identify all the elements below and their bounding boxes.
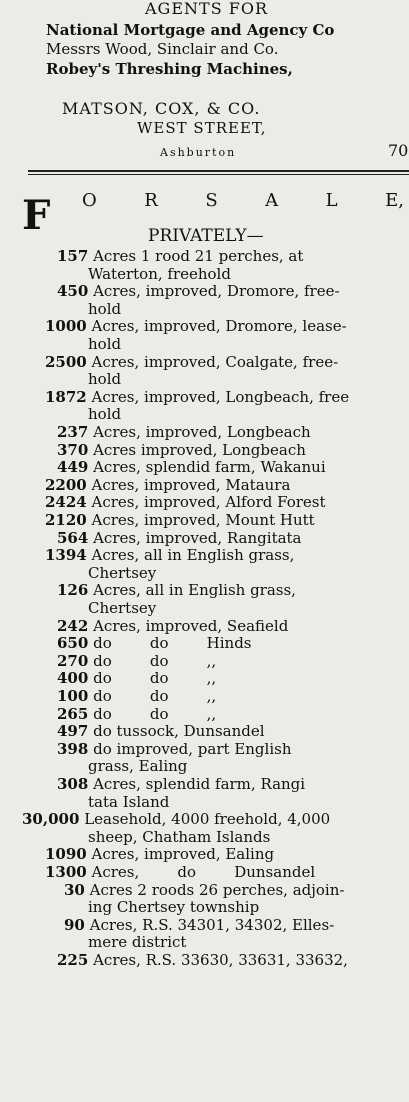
listing-description: do improved, part English bbox=[93, 739, 292, 758]
listing-description: Acres, all in English grass, bbox=[91, 546, 295, 565]
listing-acreage: 2200 bbox=[45, 475, 87, 494]
dropcap-letter: F bbox=[22, 192, 51, 239]
heading-letter: R bbox=[144, 190, 158, 211]
listing-acreage: 270 bbox=[57, 651, 89, 670]
listing-acreage: 1300 bbox=[45, 863, 87, 881]
listing-acreage: 308 bbox=[57, 775, 89, 793]
listing-acreage: 1394 bbox=[45, 546, 87, 565]
listing-description: Acres, improved, Ealing bbox=[91, 845, 275, 864]
privately-subheading: PRIVATELY— bbox=[148, 226, 264, 246]
listing-acreage: 2424 bbox=[45, 493, 87, 512]
listing-acreage: 1872 bbox=[45, 387, 87, 406]
listing-acreage: 225 bbox=[57, 951, 89, 969]
listing-row bbox=[57, 776, 305, 793]
agent-line-2: Messrs Wood, Sinclair and Co. bbox=[46, 40, 279, 58]
firm-town: Ashburton bbox=[160, 146, 237, 159]
listing-acreage: 370 bbox=[57, 440, 89, 459]
listing-description: Acres, improved, Alford Forest bbox=[91, 493, 326, 512]
listing-row bbox=[45, 512, 315, 529]
listing-continuation: mere district bbox=[88, 933, 187, 952]
listing-row bbox=[57, 618, 288, 635]
listing-description: Acres, improved, Longbeach, free bbox=[91, 387, 350, 406]
listing-description: do tussock, Dunsandel bbox=[93, 722, 265, 741]
for-sale-heading bbox=[82, 190, 404, 211]
listing-description: Acres, splendid farm, Rangi bbox=[93, 775, 306, 793]
listing-description: Acres 2 roods 26 perches, adjoin- bbox=[89, 880, 345, 899]
listing-description: Acres, improved, Seafield bbox=[93, 616, 289, 635]
listing-acreage: 2120 bbox=[45, 511, 87, 529]
listing-description: Acres, improved, Mataura bbox=[91, 475, 291, 494]
agents-title: AGENTS FOR bbox=[145, 0, 268, 18]
listing-description: Acres, improved, Longbeach bbox=[93, 423, 311, 441]
firm-street: WEST STREET, bbox=[137, 119, 267, 137]
listing-row bbox=[45, 846, 274, 863]
listing-row bbox=[57, 283, 340, 300]
listing-description: Acres, do Dunsandel bbox=[91, 863, 316, 881]
listing-continuation: hold bbox=[88, 370, 122, 389]
listing-continuation: hold bbox=[88, 299, 122, 318]
listing-row bbox=[64, 917, 334, 934]
listing-row bbox=[22, 811, 330, 828]
listing-continuation: tata Island bbox=[88, 792, 170, 811]
listing-acreage: 100 bbox=[57, 687, 89, 705]
listing-continuation: Waterton, freehold bbox=[88, 264, 231, 283]
listing-description: Acres, improved, Mount Hutt bbox=[91, 511, 315, 529]
listing-description: Acres, R.S. 34301, 34302, Elles- bbox=[89, 915, 335, 934]
listing-acreage: 237 bbox=[57, 423, 89, 441]
listing-row bbox=[57, 442, 306, 459]
listing-row bbox=[45, 354, 338, 371]
listing-row bbox=[45, 494, 326, 511]
listing-description: do do ,, bbox=[93, 687, 217, 705]
firm-name: MATSON, COX, & CO. bbox=[62, 99, 261, 118]
listing-row bbox=[57, 706, 216, 723]
heading-letter: E, bbox=[385, 190, 404, 211]
listing-acreage: 126 bbox=[57, 581, 89, 600]
listing-acreage: 242 bbox=[57, 616, 89, 635]
listing-row bbox=[57, 741, 292, 758]
listing-continuation: hold bbox=[88, 405, 122, 424]
listing-continuation: sheep, Chatham Islands bbox=[88, 827, 271, 846]
listing-description: Acres 1 rood 21 perches, at bbox=[93, 247, 304, 265]
listing-description: Acres improved, Longbeach bbox=[93, 440, 306, 459]
listing-continuation: Chertsey bbox=[88, 599, 157, 617]
listing-acreage: 265 bbox=[57, 704, 89, 723]
listing-row bbox=[57, 688, 216, 705]
listing-description: Acres, improved, Dromore, free- bbox=[93, 282, 340, 301]
listing-acreage: 157 bbox=[57, 247, 89, 265]
listing-row bbox=[57, 635, 252, 652]
listing-acreage: 2500 bbox=[45, 352, 87, 371]
listing-description: Leasehold, 4000 freehold, 4,000 bbox=[84, 810, 331, 829]
listing-description: do do ,, bbox=[93, 669, 217, 688]
listing-continuation: ing Chertsey township bbox=[88, 898, 260, 917]
listing-description: Acres, splendid farm, Wakanui bbox=[93, 458, 326, 477]
listing-acreage: 90 bbox=[64, 915, 85, 934]
heading-letter: S bbox=[205, 190, 218, 211]
listing-description: do do Hinds bbox=[93, 634, 252, 653]
listing-acreage: 1090 bbox=[45, 845, 87, 864]
listing-description: Acres, improved, Coalgate, free- bbox=[91, 352, 339, 371]
listing-row bbox=[57, 424, 311, 441]
listing-continuation: grass, Ealing bbox=[88, 757, 188, 776]
divider-rule bbox=[28, 170, 409, 172]
firm-number: 70 bbox=[388, 141, 409, 160]
agent-line-3: Robey's Threshing Machines, bbox=[46, 60, 293, 78]
listing-row bbox=[57, 459, 326, 476]
listing-row bbox=[45, 389, 349, 406]
listing-description: Acres, improved, Dromore, lease- bbox=[91, 317, 347, 336]
listing-row bbox=[64, 882, 344, 899]
listing-row bbox=[45, 547, 294, 564]
listing-row bbox=[45, 477, 290, 494]
listing-row bbox=[57, 530, 302, 547]
listing-acreage: 1000 bbox=[45, 317, 87, 336]
divider-rule-thin bbox=[28, 174, 409, 175]
listing-acreage: 449 bbox=[57, 458, 89, 477]
heading-letter: A bbox=[265, 190, 279, 211]
listing-acreage: 30 bbox=[64, 880, 85, 899]
listing-row bbox=[57, 952, 348, 969]
listing-row bbox=[57, 670, 216, 687]
heading-letter: O bbox=[82, 190, 97, 211]
heading-letter: L bbox=[325, 190, 338, 211]
listing-acreage: 650 bbox=[57, 634, 89, 653]
listing-continuation: hold bbox=[88, 335, 122, 353]
listing-description: Acres, improved, Rangitata bbox=[93, 528, 302, 547]
listing-acreage: 564 bbox=[57, 528, 89, 547]
listing-row bbox=[57, 653, 216, 670]
listing-row bbox=[45, 318, 347, 335]
listing-acreage: 398 bbox=[57, 739, 89, 758]
listing-row bbox=[45, 864, 315, 881]
listing-row bbox=[57, 723, 265, 740]
listing-row bbox=[57, 248, 303, 265]
listing-description: do do ,, bbox=[93, 704, 217, 723]
listing-description: Acres, all in English grass, bbox=[93, 581, 296, 600]
listing-acreage: 497 bbox=[57, 722, 89, 741]
listing-acreage: 450 bbox=[57, 282, 89, 301]
agent-line-1: National Mortgage and Agency Co bbox=[46, 21, 335, 39]
listing-description: Acres, R.S. 33630, 33631, 33632, bbox=[93, 951, 348, 969]
listing-continuation: Chertsey bbox=[88, 563, 157, 582]
listing-description: do do ,, bbox=[93, 651, 217, 670]
listing-acreage: 30,000 bbox=[22, 810, 80, 829]
listing-row bbox=[57, 582, 296, 599]
listing-acreage: 400 bbox=[57, 669, 89, 688]
